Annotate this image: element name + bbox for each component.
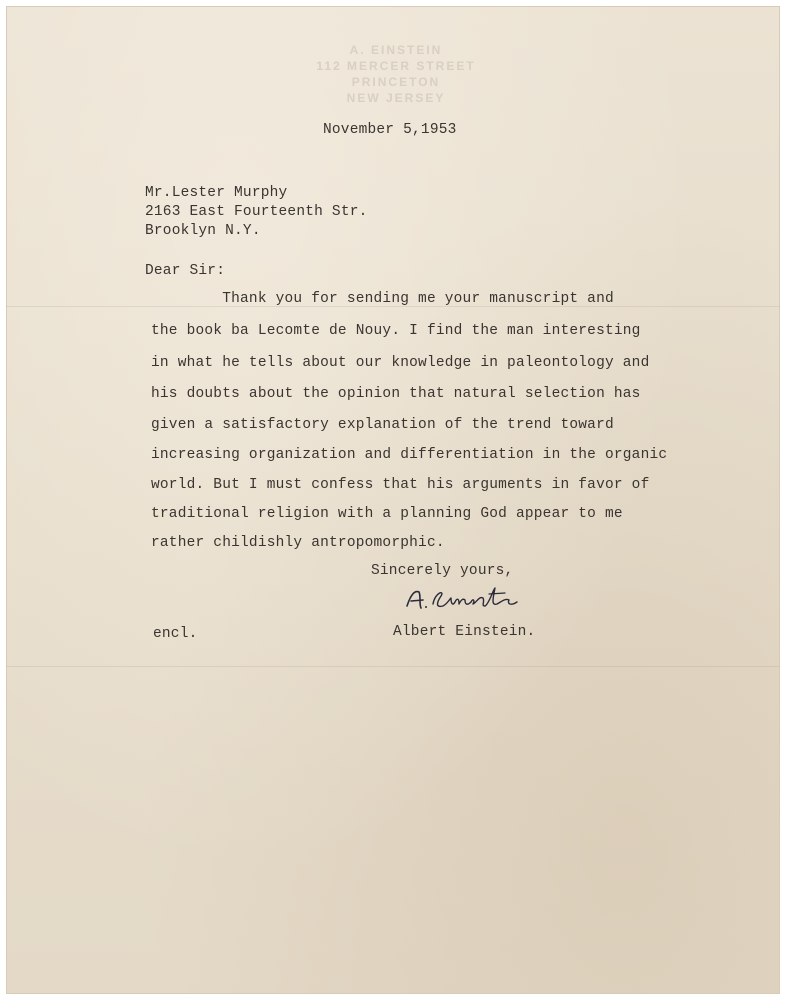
sender-name: Albert Einstein. bbox=[393, 624, 536, 640]
body-line: in what he tells about our knowledge in paleontology and bbox=[151, 355, 650, 371]
body-line: given a satisfactory explanation of the trend toward bbox=[151, 417, 614, 433]
salutation: Dear Sir: bbox=[145, 263, 226, 279]
recipient-name: Mr.Lester Murphy bbox=[145, 185, 288, 201]
enclosure-note: encl. bbox=[153, 626, 198, 642]
body-line: the book ba Lecomte de Nouy. I find the man interesting bbox=[151, 323, 641, 339]
fold-crease bbox=[6, 666, 780, 667]
body-line: rather childishly antropomorphic. bbox=[151, 535, 445, 551]
letterhead-line: NEW JERSEY bbox=[346, 91, 446, 105]
body-line: his doubts about the opinion that natural selection has bbox=[151, 386, 641, 402]
letterhead-line: A. EINSTEIN bbox=[349, 43, 443, 57]
body-line: Thank you for sending me your manuscript and bbox=[151, 291, 614, 307]
body-line: world. But I must confess that his arguments in favor of bbox=[151, 477, 650, 493]
letterhead-line: PRINCETON bbox=[351, 75, 441, 89]
letter-sheet bbox=[6, 6, 780, 994]
body-line: traditional religion with a planning God appear to me bbox=[151, 506, 623, 522]
closing: Sincerely yours, bbox=[371, 563, 514, 579]
recipient-city: Brooklyn N.Y. bbox=[145, 223, 261, 239]
body-line: increasing organization and differentiation in the organic bbox=[151, 447, 668, 463]
letterhead-embossed bbox=[296, 42, 496, 106]
letter-date: November 5,1953 bbox=[323, 122, 457, 138]
recipient-street: 2163 East Fourteenth Str. bbox=[145, 204, 368, 220]
handwritten-signature bbox=[401, 584, 531, 614]
letterhead-line: 112 MERCER STREET bbox=[316, 59, 476, 73]
